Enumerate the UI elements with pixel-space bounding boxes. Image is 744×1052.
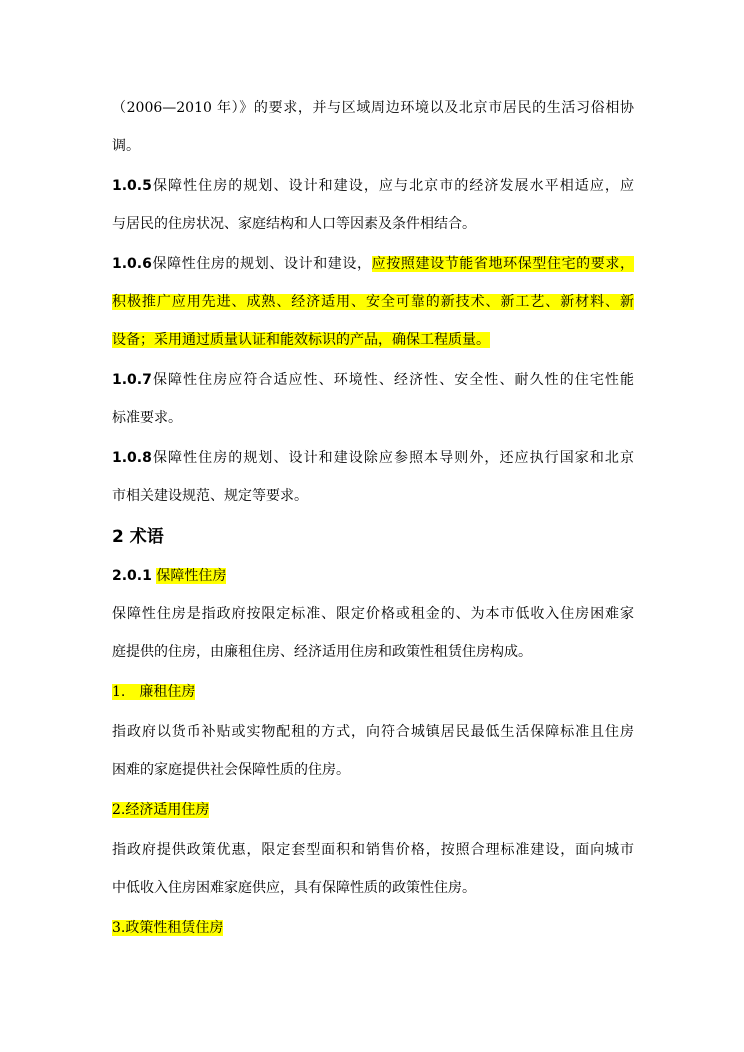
clause-1-0-7 [112,370,634,390]
clause-text: 保障性住房应符合适应性、环境性、经济性、安全性、耐久性的住宅性能 [151,372,634,388]
clause-number: 1.0.8 [112,450,152,466]
highlighted-term: 3.政策性租赁住房 [112,920,224,936]
paragraph-line: 标准要求。 [112,410,182,426]
highlighted-text: 设备；采用通过质量认证和能效标识的产品，确保工程质量。 [112,332,490,348]
clause-number: 1.0.6 [112,256,152,272]
clause-1-0-6 [112,254,634,274]
clause-1-0-5 [112,176,634,196]
paragraph-line: 困难的家庭提供社会保障性质的住房。 [112,762,350,778]
clause-1-0-8 [112,448,634,468]
highlighted-line [112,330,634,350]
clause-text: 保障性住房的规划、设计和建设除应参照本导则外，还应执行国家和北京 [151,450,634,466]
highlighted-line [112,292,634,312]
clause-number: 2.0.1 [112,568,152,584]
highlighted-term: 保障性住房 [156,568,227,584]
highlighted-term: 2.经济适用住房 [112,802,210,818]
highlighted-text: 应按照建设节能省地环保型住宅的要求， [371,256,635,272]
paragraph-line: 市相关建设规范、规定等要求。 [112,488,308,504]
highlighted-term: 1. 廉租住房 [112,684,196,700]
term-item-1 [112,682,634,702]
term-item-3 [112,918,634,938]
clause-text: 保障性住房的规划、设计和建设， [151,256,372,272]
paragraph-line: 指政府以货币补贴或实物配租的方式，向符合城镇居民最低生活保障标准且住房 [112,724,634,740]
paragraph-line: （2006—2010 年）》的要求，并与区域周边环境以及北京市居民的生活习俗相协 [112,100,634,116]
term-item-2 [112,800,634,820]
highlighted-text: 积极推广应用先进、成熟、经济适用、安全可靠的新技术、新工艺、新材料、新 [112,294,634,310]
paragraph-line: 与居民的住房状况、家庭结构和人口等因素及条件相结合。 [112,216,476,232]
paragraph-line: 调。 [112,138,140,154]
clause-number: 1.0.5 [112,178,152,194]
paragraph-line: 中低收入住房困难家庭供应，具有保障性质的政策性住房。 [112,880,476,896]
paragraph-line: 保障性住房是指政府按限定标准、限定价格或租金的、为本市低收入住房困难家 [112,606,634,622]
paragraph-line: 庭提供的住房，由廉租住房、经济适用住房和政策性租赁住房构成。 [112,644,532,660]
clause-number: 1.0.7 [112,372,152,388]
term-2-0-1 [112,566,634,586]
paragraph-line: 指政府提供政策优惠，限定套型面积和销售价格，按照合理标准建设，面向城市 [112,842,634,858]
section-heading: 2 术语 [112,527,164,547]
clause-text: 保障性住房的规划、设计和建设，应与北京市的经济发展水平相适应，应 [151,178,634,194]
